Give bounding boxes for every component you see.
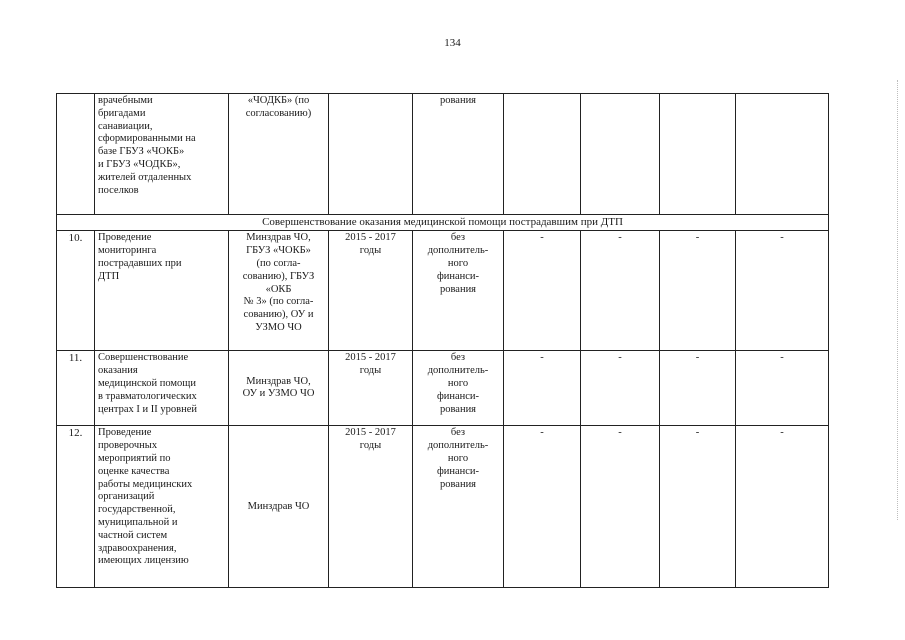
value-cell-4: -	[736, 231, 829, 351]
table-row-continuation	[57, 94, 829, 215]
financing-cell: рования	[413, 94, 504, 215]
page-number: 134	[444, 37, 461, 49]
executors-cell: Минздрав ЧО	[229, 426, 329, 588]
table-row	[57, 231, 829, 351]
value-cell-3: -	[660, 351, 736, 426]
value-cell-4: -	[736, 351, 829, 426]
financing-cell: без дополнитель- ного финанси- рования	[413, 231, 504, 351]
scan-edge-mark	[897, 80, 899, 520]
value-cell-1: -	[504, 231, 581, 351]
executors-cell: Минздрав ЧО, ГБУЗ «ЧОКБ» (по согла- сованию), ГБУЗ «ОКБ № 3» (по согла- сованию), ОУ и УЗМО ЧО	[229, 231, 329, 351]
section-header-row	[57, 215, 829, 231]
table-row	[57, 426, 829, 588]
value-cell-1: -	[504, 351, 581, 426]
event-cell: Проведение мониторинга пострадавших при ДТП	[95, 231, 229, 351]
value-cell-2	[581, 94, 660, 215]
measures-table	[56, 93, 829, 588]
row-number: 10.	[57, 231, 95, 351]
value-cell-2: -	[581, 351, 660, 426]
period-cell: 2015 - 2017 годы	[329, 351, 413, 426]
period-cell: 2015 - 2017 годы	[329, 426, 413, 588]
event-cell: Проведение проверочных мероприятий по оценке качества работы медицинских организаций государственной, муниципальной и частной систем здравоохранения, имеющих лицензию	[95, 426, 229, 588]
event-cell: Совершенствование оказания медицинской помощи в травматологических центрах I и II уровней	[95, 351, 229, 426]
row-number: 12.	[57, 426, 95, 588]
value-cell-4: -	[736, 426, 829, 588]
value-cell-1: -	[504, 426, 581, 588]
value-cell-3	[660, 94, 736, 215]
period-cell	[329, 94, 413, 215]
value-cell-2: -	[581, 231, 660, 351]
row-number	[57, 94, 95, 215]
financing-cell: без дополнитель- ного финанси- рования	[413, 426, 504, 588]
value-cell-3: -	[660, 231, 736, 351]
value-cell-4	[736, 94, 829, 215]
value-cell-3: -	[660, 426, 736, 588]
financing-cell: без дополнитель- ного финанси- рования	[413, 351, 504, 426]
row-number: 11.	[57, 351, 95, 426]
section-title: Совершенствование оказания медицинской помощи пострадавшим при ДТП	[57, 215, 829, 231]
period-cell: 2015 - 2017 годы	[329, 231, 413, 351]
value-cell-2: -	[581, 426, 660, 588]
executors-cell: Минздрав ЧО, ОУ и УЗМО ЧО	[229, 351, 329, 426]
event-cell: врачебными бригадами санавиации, сформированными на базе ГБУЗ «ЧОКБ» и ГБУЗ «ЧОДКБ», жителей отдаленных поселков	[95, 94, 229, 215]
value-cell-1	[504, 94, 581, 215]
executors-cell: «ЧОДКБ» (по согласованию)	[229, 94, 329, 215]
table-row	[57, 351, 829, 426]
